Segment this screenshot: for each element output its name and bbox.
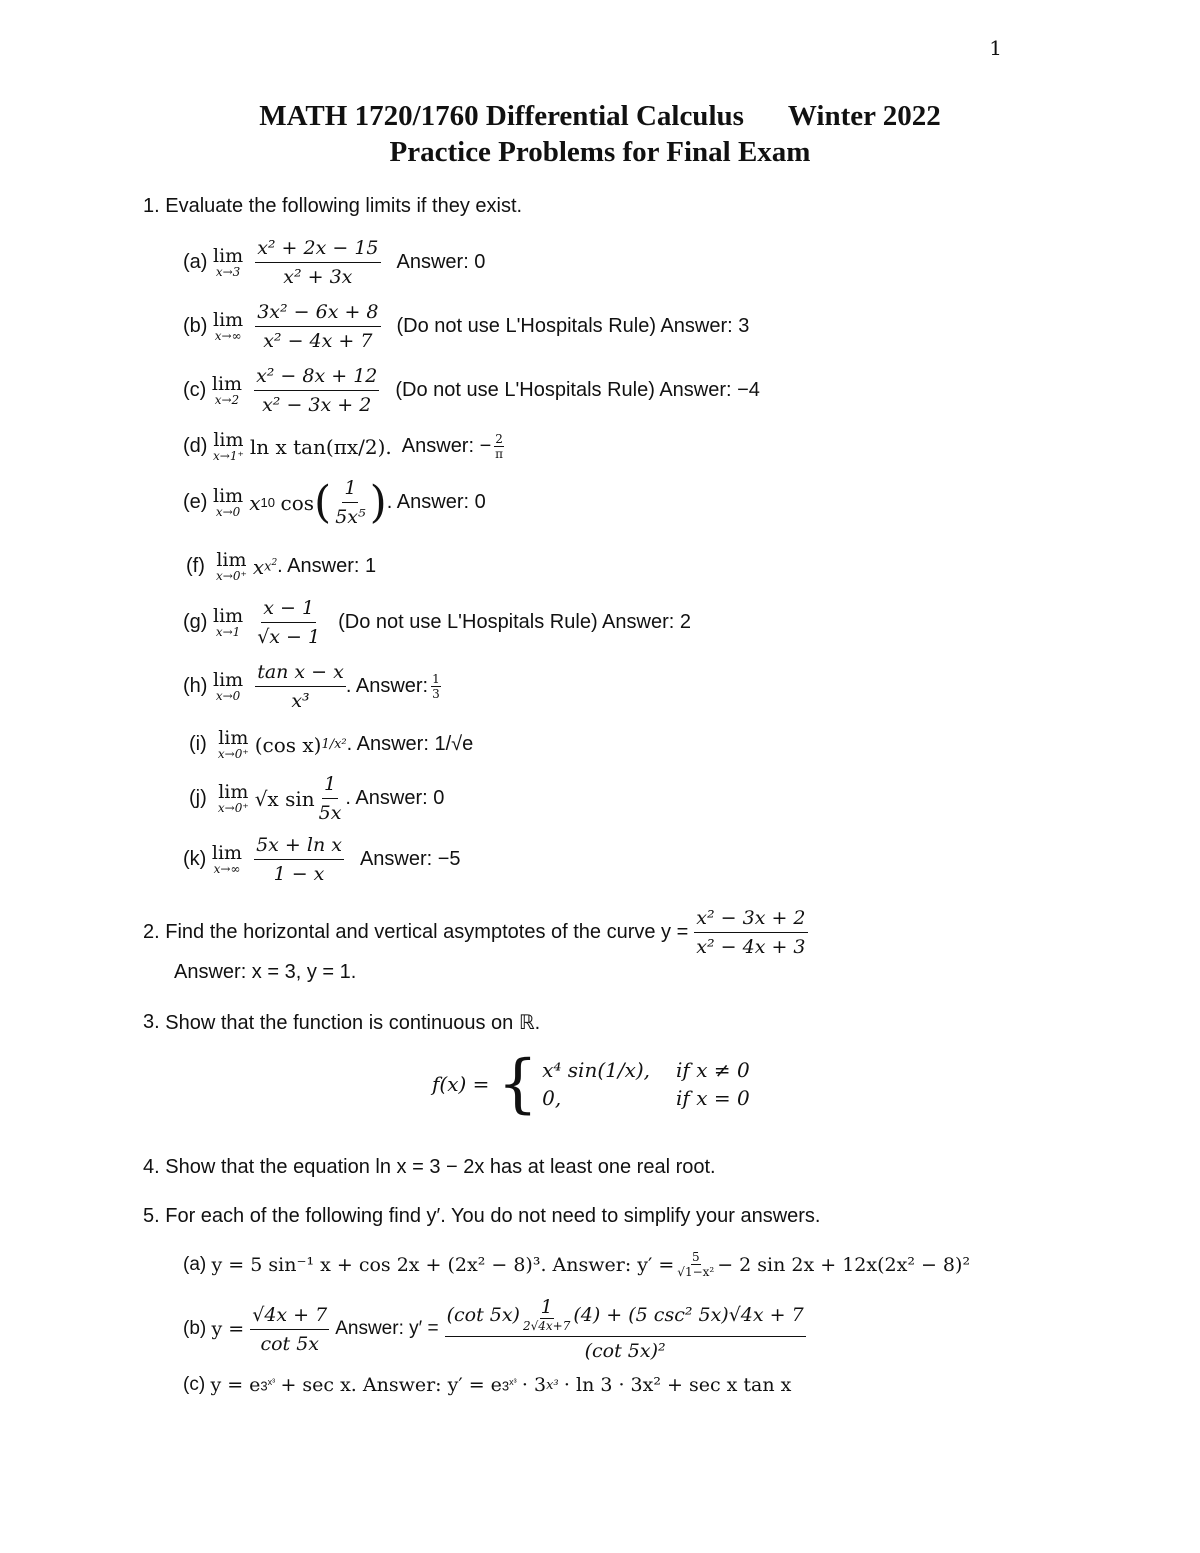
q5a [183, 1250, 970, 1279]
q1h [183, 661, 444, 712]
q1j-fraction: $\frac{1}{5x}$ [318, 773, 342, 824]
q1k-fraction: $\frac{\text{5x + ln x}}{1 - x}$ [256, 834, 342, 885]
q1k-answer: Answer: −5 [359, 848, 461, 870]
q1j-label: (j) [189, 787, 207, 809]
q1e-fraction: $\frac{1}{\text{5x⁵}}$ [335, 477, 366, 528]
q5b-answer-label: Answer: y′ = [335, 1318, 439, 1339]
title-line-2: Practice Problems for Final Exam [389, 136, 811, 168]
q2-number: 2. [143, 921, 160, 943]
q1a [183, 237, 485, 288]
q1i [189, 728, 473, 761]
q4-text: Show that the equation ln x = 3 − 2x has at least one real root. [165, 1156, 716, 1178]
q5b-fraction: $\frac{√4x + 7}{\cot 5x}$ [252, 1303, 328, 1355]
q1f-label: (f) [186, 555, 205, 577]
q1-number: 1. [143, 195, 160, 217]
q5c-rest-1: + sec x. Answer: y′ = e [280, 1374, 502, 1396]
q1c-lim: lim x→2 [211, 373, 243, 407]
q3-case-2-cond: if x = 0 [676, 1086, 750, 1110]
q1a-lim: lim x→3 [213, 245, 244, 279]
q1i-exponent: 1/x² [321, 737, 347, 752]
q1k-label: (k) [183, 848, 207, 870]
q1b-lim: lim x→∞ [213, 309, 244, 343]
q5c-lhs: y = e [210, 1374, 261, 1396]
q1c-fraction: $\frac{\text{x² − 8x + 12}}{\text{x² − 3x + 2}}$ [256, 365, 378, 416]
q3-prompt [143, 1010, 540, 1035]
q5-prompt [143, 1205, 820, 1228]
q1k-lim: lim x→∞ [211, 842, 243, 876]
q1a-label: (a) [183, 251, 208, 273]
q1i-lim: lim x→0⁺ [217, 727, 249, 761]
q4-number: 4. [143, 1156, 160, 1178]
q5a-label: (a) [183, 1253, 207, 1275]
q5b-lhs: y = [211, 1318, 245, 1340]
q5c [183, 1374, 791, 1396]
q1-prompt [143, 195, 522, 218]
q1d-label: (d) [183, 435, 208, 457]
course-name: MATH 1720/1760 Differential Calculus [259, 100, 744, 132]
q1a-fraction: $\frac{\text{x² + 2x − 15}}{\text{x² + 3x}}$ [257, 237, 379, 288]
q3-case-1-expr: x⁴ sin(1/x), [542, 1058, 651, 1082]
q1h-answer: . Answer: [345, 675, 429, 697]
q1b-label: (b) [183, 315, 208, 337]
q2-text: Find the horizontal and vertical asymptotes of the curve y = [165, 921, 689, 943]
q3-case-1 [542, 1056, 750, 1084]
q4-prompt [143, 1156, 716, 1179]
q1d-answer: Answer: − [401, 435, 492, 457]
q1e-lim: lim x→0 [213, 485, 244, 519]
q1f-lim: lim x→0⁺ [216, 549, 247, 583]
q5a-answer-rest: − 2 sin 2x + 12x(2x² − 8)² [717, 1253, 971, 1276]
q3-piecewise-function [432, 1047, 750, 1121]
q1k [183, 834, 461, 885]
q5c-exp-3: x³ [546, 1377, 559, 1393]
q1e-label: (e) [183, 491, 208, 513]
q1e-answer: . Answer: 0 [386, 491, 486, 513]
q1f-base: x [252, 554, 265, 579]
q5b [183, 1296, 812, 1362]
q1j-answer: . Answer: 0 [345, 787, 445, 809]
q1a-answer: Answer: 0 [396, 251, 486, 273]
q2-prompt [143, 907, 814, 958]
q1i-answer: . Answer: 1/√e [346, 733, 474, 755]
q1j-expression: √x sin [254, 786, 315, 811]
q1i-expression: (cos x) [254, 732, 322, 757]
q3-text: Show that the function is continuous on ℝ. [165, 1012, 541, 1034]
q3-brace: { [497, 1047, 539, 1121]
q2-fraction: $\frac{\text{x² − 3x + 2}}{\text{x² − 4x + 3}}$ [696, 907, 806, 958]
q5c-label: (c) [183, 1374, 206, 1395]
q3-cases [542, 1056, 750, 1112]
q1g-fraction: $\frac{x - 1}{√x - 1}$ [257, 597, 321, 648]
q1h-label: (h) [183, 675, 208, 697]
q3-fx: f(x) = [432, 1072, 490, 1096]
q5b-label: (b) [183, 1318, 207, 1339]
q1e-cos: cos [280, 490, 315, 515]
q1g-label: (g) [183, 611, 208, 633]
q1g-answer: (Do not use L'Hospitals Rule) Answer: 2 [338, 611, 691, 633]
q1b [183, 301, 749, 352]
q5b-answer-fraction: (cot 5x) 1 2√4x+7 (4) + (5 csc² 5x)√4x + 7 (cot 5x)² [446, 1296, 804, 1362]
q1d-answer-fraction: $\frac{2}{\pi}$ [495, 432, 504, 461]
q5c-rest-2: · 3 [521, 1374, 547, 1396]
q5a-answer-fraction: $\frac{5}{\text{√1−x²}}$ [677, 1250, 715, 1279]
q5c-exp: $3^{x^3}$ [260, 1376, 276, 1394]
q1c-label: (c) [183, 379, 207, 401]
q3-case-2-expr: 0, [542, 1086, 562, 1110]
q1i-label: (i) [189, 733, 207, 755]
q2-answer: Answer: x = 3, y = 1. [174, 961, 357, 983]
q5c-exp-2: $3^{x^3}$ [501, 1376, 517, 1394]
q1h-answer-fraction: 1 3 [432, 672, 440, 701]
q1h-lim: lim x→0 [213, 669, 244, 703]
q5a-expression: y = 5 sin⁻¹ x + cos 2x + (2x² − 8)³. Answer: y′ = [211, 1253, 675, 1276]
q3-case-2 [542, 1084, 750, 1112]
q5c-rest-3: · ln 3 · 3x² + sec x tan x [563, 1374, 792, 1396]
q1f [186, 550, 376, 583]
q5-text: For each of the following find y′. You do not need to simplify your answers. [165, 1205, 821, 1227]
q1e-power: 10 [260, 495, 275, 510]
q1-text: Evaluate the following limits if they exist. [165, 195, 523, 217]
q1e: (e) lim x→0 x 10 cos ( $\frac{1}{\text{5x⁵}}$ ) . Answer: 0 [183, 476, 486, 528]
term: Winter 2022 [787, 100, 941, 132]
q1j [189, 773, 444, 824]
exam-title [0, 98, 1200, 170]
page-number: 1 [989, 36, 1002, 60]
q1b-answer: (Do not use L'Hospitals Rule) Answer: 3 [396, 315, 750, 337]
title-line-1 [0, 98, 1200, 134]
q1h-fraction: $\frac{\text{tan x − x}}{\text{x³}}$ [257, 661, 344, 712]
q1c [183, 365, 760, 416]
q1d-lim: lim x→1⁺ [213, 429, 244, 463]
q1f-exponent: $x^2$ [264, 558, 278, 575]
q1b-fraction: $\frac{\text{3x² − 6x + 8}}{\text{x² − 4x + 7}}$ [257, 301, 379, 352]
q3-number: 3. [143, 1011, 160, 1033]
q5b-inner-fraction: 1 2√4x+7 [522, 1296, 571, 1333]
q1e-base: x [249, 490, 261, 515]
q1d-expression: ln x tan(πx/2). [249, 434, 392, 459]
q1g [183, 597, 691, 648]
q5-number: 5. [143, 1205, 160, 1227]
q1g-lim: lim x→1 [213, 605, 244, 639]
q1f-answer: . Answer: 1 [277, 555, 377, 577]
q1j-lim: lim x→0⁺ [217, 781, 249, 815]
q1c-answer: (Do not use L'Hospitals Rule) Answer: −4 [395, 379, 760, 401]
q1d [183, 430, 507, 463]
q3-case-1-cond: if x ≠ 0 [676, 1058, 750, 1082]
